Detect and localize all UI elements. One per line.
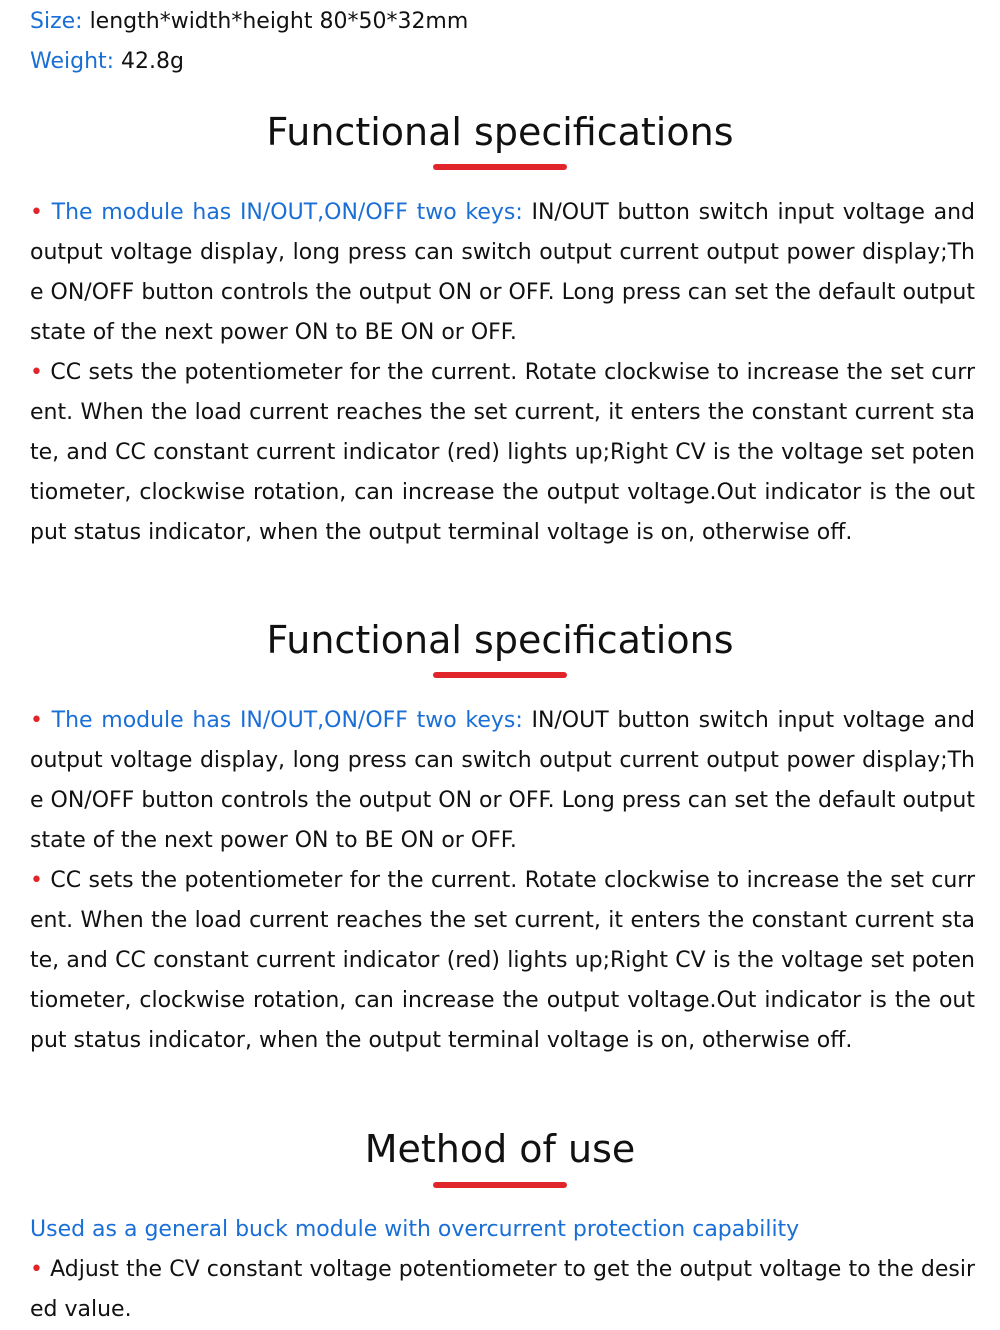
paragraph-text: CC sets the potentiometer for the current. Rotate clockwise to increase the set current. When the load current reaches the set current, it enters the constant current state, and CC constant current indicator (red) lights up;Right CV is the voltage set potentiometer, clockwise rotation, can increase the output voltage.Out indicator is the output status indicator, when the output terminal voltage is on, otherwise off. [30,360,975,545]
section-title-functional-2: Functional specifications [266,618,734,662]
weight-label: Weight: [30,49,115,74]
size-value: length*width*height 80*50*32mm [82,9,469,34]
spec-paragraph-cc [30,353,975,553]
section-underline [433,672,567,678]
method-subheading: Used as a general buck module with overcurrent protection capability [30,1217,800,1242]
weight-spec [30,42,184,82]
paragraph-text: CC sets the potentiometer for the current. Rotate clockwise to increase the set current. When the load current reaches the set current, it enters the constant current state, and CC constant current indicator (red) lights up;Right CV is the voltage set potentiometer, clockwise rotation, can increase the output voltage.Out indicator is the output status indicator, when the output terminal voltage is on, otherwise off. [30,868,975,1053]
spec-paragraph-cc [30,861,975,1061]
spec-paragraph-keys [30,193,975,353]
paragraph-highlight: The module has IN/OUT,ON/OFF two keys: [51,200,523,225]
section-underline [433,1182,567,1188]
paragraph-text: Adjust the CV constant voltage potentiometer to get the output voltage to the desired value. [30,1257,975,1322]
bullet-icon: • [30,200,43,225]
section-title-method-of-use: Method of use [364,1127,636,1171]
weight-value: 42.8g [114,49,185,74]
paragraph-highlight: The module has IN/OUT,ON/OFF two keys: [51,708,523,733]
size-label: Size: [30,9,83,34]
section-underline [433,164,567,170]
spec-paragraph-keys [30,701,975,861]
method-paragraph-cv [30,1250,975,1330]
bullet-icon: • [30,360,43,385]
paragraph-text: IN/OUT button switch input voltage and output voltage display, long press can switch output current output power display;The ON/OFF button controls the output ON or OFF. Long press can set the default output state of the next power ON to BE ON or OFF. [30,708,976,853]
bullet-icon: • [30,1257,43,1282]
paragraph-text: IN/OUT button switch input voltage and output voltage display, long press can switch output current output power display;The ON/OFF button controls the output ON or OFF. Long press can set the default output state of the next power ON to BE ON or OFF. [30,200,976,345]
bullet-icon: • [30,708,43,733]
section-title-functional-1: Functional specifications [266,110,734,154]
size-spec [30,2,468,42]
bullet-icon: • [30,868,43,893]
